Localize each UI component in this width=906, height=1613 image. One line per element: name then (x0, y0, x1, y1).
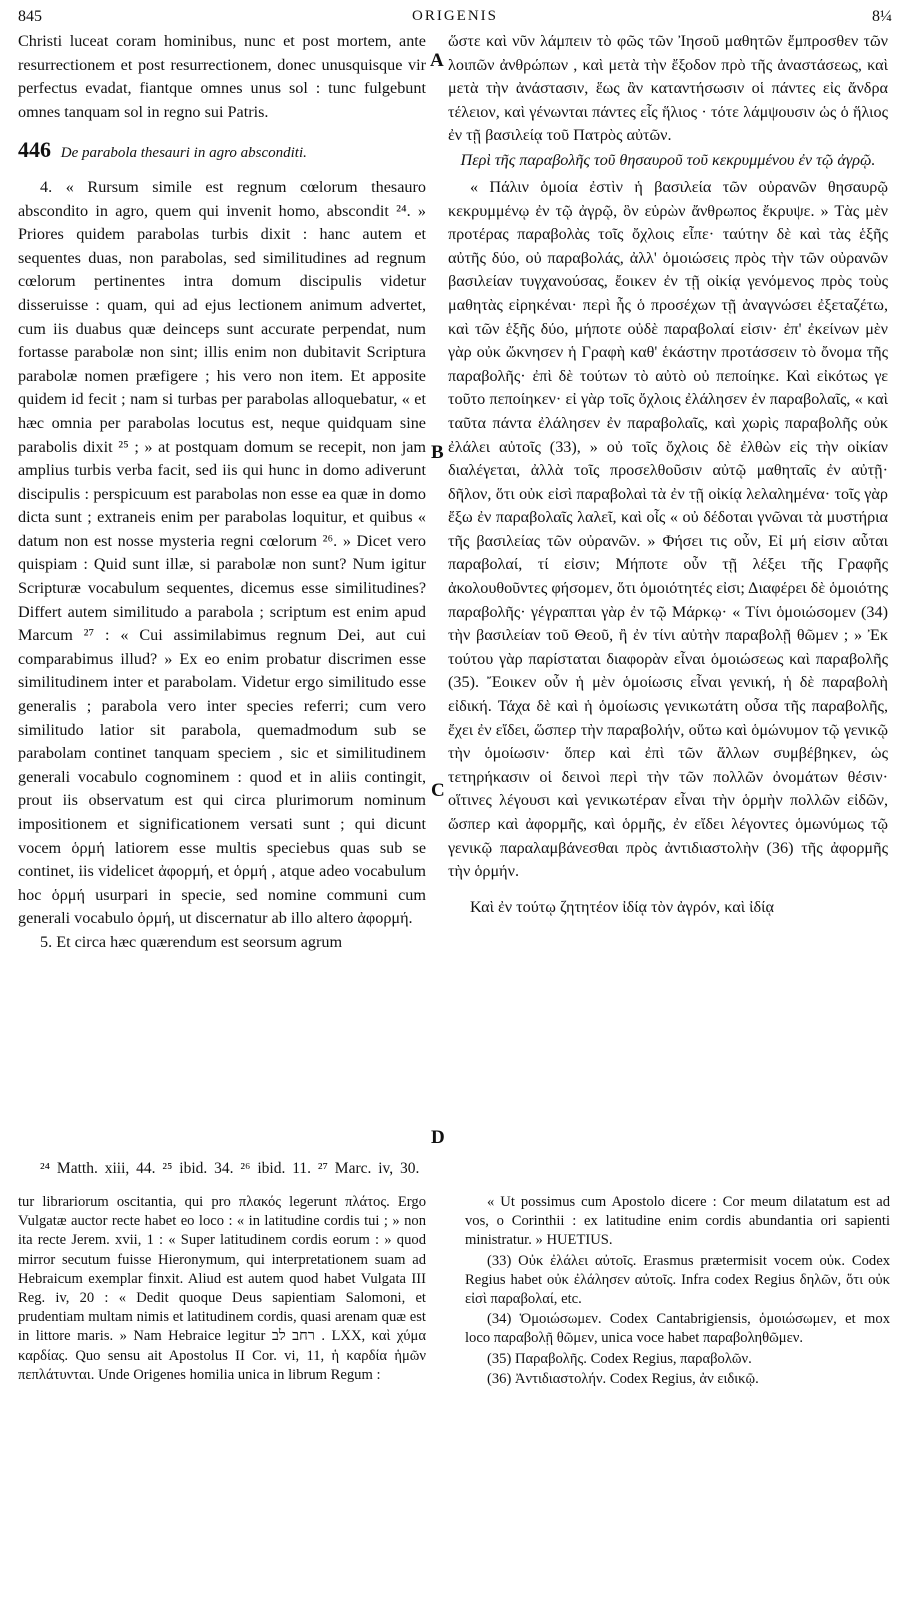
greek-column (448, 30, 888, 919)
page-number-right: 8¼ (872, 8, 892, 25)
latin-column (18, 30, 426, 955)
scripture-references: ²⁴ Matth. xiii, 44. ²⁵ ibid. 34. ²⁶ ibid. 11. ²⁷ Marc. iv, 30. (40, 1160, 420, 1177)
latin-section-heading (18, 138, 426, 166)
latin-section-title: De parabola thesauri in agro absconditi. (60, 145, 307, 162)
note-35: (35) Παραβολῆς. Codex Regius, παραβολῶν. (487, 1350, 752, 1367)
margin-letter-c: C (431, 780, 445, 801)
margin-letter-b: B (431, 442, 444, 463)
margin-letter-d: D (431, 1127, 445, 1148)
margin-letter-a: A (430, 50, 444, 71)
page-number-left: 845 (18, 8, 42, 25)
note-huetius: « Ut possimus cum Apostolo dicere : Cor meum dilatatum est ad vos, o Corinthii : ex latitudine enim cordis abundantia ori sapienti ministratur. » HUETIUS. (465, 1194, 890, 1249)
greek-section-title: Περὶ τῆς παραβολῆς τοῦ θησαυροῦ τοῦ κεκρυμμένου ἐν τῷ ἀγρῷ. (460, 150, 876, 169)
greek-paragraph-next: Καὶ ἐν τούτῳ ζητητέον ἰδίᾳ τὸν ἀγρόν, καὶ ἰδίᾳ (470, 897, 774, 916)
greek-paragraph-main: « Πάλιν ὁμοία ἐστὶν ἡ βασιλεία τῶν οὐρανῶν θησαυρῷ κεκρυμμένῳ ἐν τῷ ἀγρῷ, ὃν εὑρὼν ἄνθρωπος ἔκρυψε. » Τὰς μὲν προτέρας παραβολὰς τοῖς ὄχλοις εἶπε· ταύτην δὲ καὶ τὰς ἑξῆς αὐτῆς δύο, οὐ παραβολάς, ἀλλ' ὁμοιώσεις πρὸς τὴν τῶν οὐρανῶν βασιλείαν τυγχανούσας, ἔοικεν ἐν τῇ οἰκίᾳ γενόμενος πρὸς τοὺς μαθητὰς εἰρηκέναι· περὶ ἧς ὁ προσέχων τῇ ἀναγνώσει ἐξεταζέτω, καὶ τῶν ἑξῆς δύο, μήποτε οὐδὲ παραβολαί εἰσιν· ἐπ' ἐκείνων μὲν γὰρ οὐκ ὤκνησεν ἡ Γραφὴ καθ' ἑκάστην προτάσσειν τὸ ὄνομα τῆς παραβολῆς· ἐπὶ δὲ τούτων τὸ αὐτὸ οὐ πεποίηκε. Καὶ εἰκότως γε τοῦτο πεποίηκεν· εἰ γὰρ τοῖς ὄχλοις ἐλάλησεν ἐν παραβολαῖς, « καὶ ταῦτα πάντα ἐλάλησεν ἐν παραβολαῖς, καὶ χωρὶς παραβολῆς οὐκ ἐλάλει αὐτοῖς (33), » οὐ τοῖς ὄχλοις δὲ ἐλθὼν εἰς τὴν οἰκίαν διαλέγεται, ἀλλὰ τοῖς προσελθοῦσιν αὐτῷ μαθηταῖς ἐν αὐτῇ· δῆλον, ὅτι οὐκ εἰσὶ παραβολαὶ τὰ ἐν τῇ οἰκίᾳ λελαλημένα· τοῖς γὰρ ἔξω ἐν παραβολαῖς λαλεῖ, καὶ οἷς « οὐ δέδοται γνῶναι τὰ μυστήρια τῆς βασιλείας τῶν οὐρανῶν. » Φήσει τις οὖν, Εἰ μή εἰσιν αὗται παραβολαί, τί εἰσιν; Μήποτε οὖν τῇ λέξει τῆς Γραφῆς ἀκολουθοῦντες φήσομεν, ὅτι ὁμοιότητές εἰσι; Διαφέρει δὲ ὁμοιότης παραβολῆς· γέγραπται γὰρ ἐν τῷ Μάρκῳ· « Τίνι ὁμοιώσομεν (34) τὴν βασιλείαν τοῦ Θεοῦ, ἢ ἐν τίνι αὐτὴν παραβολῇ θῶμεν ; » Ἐκ τούτου γὰρ παρίσταται διαφορὰν εἶναι ὁμοιώσεως καὶ παραβολῆς (35). Ἔοικεν οὖν ἡ μὲν ὁμοίωσις εἶναι γενική, ἡ δὲ παραβολὴ εἰδική. Τάχα δὲ καὶ ἡ ὁμοίωσις γενικωτάτη οὖσα τῆς παραβολῆς, ἔχει ἐν εἴδει, ὥσπερ τὴν παραβολήν, οὕτω καὶ ὁμώνυμον τῷ γενικῷ τὴν ὁμοίωσιν· ὅπερ καὶ ἐπὶ τῶν ἄλλων συμβέβηκεν, ὡς τετηρήκασιν οἱ δεινοὶ περὶ τὴν τῶν πολλῶν ὀνομάτων θέσιν· οἵτινες λέγουσι καὶ γενικωτέραν εἶναι τὴν ὁρμὴν πολλῶν εἰδῶν, ὥσπερ καὶ ἀφορμῆς, καὶ ὁρμῆς, ἐν εἴδει λέγοντες ὁμωνύμως τῷ γενικῷ παραλαμβάνεσθαι πρὸς ἀντιδιαστολὴν (36) τῆς ἀφορμῆς τὴν ὁρμήν. (448, 177, 888, 881)
note-34: (34) Ὁμοιώσωμεν. Codex Cantabrigiensis, ὁμοιώσωμεν, et mox loco παραβολῇ θῶμεν, unica voce habet παραβοληθῶμεν. (465, 1311, 890, 1347)
greek-paragraph-continued: ὥστε καὶ νῦν λάμπειν τὸ φῶς τῶν Ἰησοῦ μαθητῶν ἔμπροσθεν τῶν λοιπῶν ἀνθρώπων , καὶ μετὰ τὴν ἔξοδον πρὸ τῆς ἀναστάσεως, καὶ μετὰ τὴν ἀνάστασιν, ἕως ἂν καταντήσωσιν οἱ πάντες εἰς ἄνδρα τέλειον, καὶ γένωνται πάντες εἷς ἥλιος · τότε λάμψουσιν ὡς ὁ ἥλιος ἐν τῇ βασιλείᾳ τοῦ Πατρὸς αὐτῶν. (448, 32, 888, 145)
running-header (18, 8, 892, 30)
latin-paragraph-4: 4. « Rursum simile est regnum cœlorum thesauro abscondito in agro, quem qui invenit homo, abscondit ²⁴. » Priores quidem parabolas turbis dixit : hanc autem et sequentes duas, non parabolas, sed similitudines ad regnum cœlorum pertinentes intra domum discipulis videtur disseruisse : quam, qui ad ejus lectionem animum advertet, cum iis duabus quæ deinceps sunt accurate perpendat, num fortasse parabolæ non sint; illis enim non dubitavit Scriptura parabolæ nomen præfigere ; his vero non item. Et apposite quidem id fecit ; nam si turbas per parabolas alloquebatur, « et hæc omnia per parabolas locutus est, neque quidquam sine parabolis dixit ²⁵ ; » at postquam domum se recepit, non jam amplius turbis verba facit, sed iis qui hunc in domo adiverunt discipulis : perspicuum est parabolas non esse ea quæ in domo dicta sunt ; extraneis enim per parabolas loquitur, et quibus « datum non est nosse mysteria regni cœlorum ²⁶. » Dicet vero quispiam : Quid sunt illæ, si parabolæ non sunt? Num igitur Scripturæ vocabulum sequentes, dicemus esse similitudines? Differt autem similitudo a parabola ; scriptum est enim apud Marcum ²⁷ : « Cui assimilabimus regnum Dei, aut cui comparabimus illud? » Ex eo enim probatur discrimen esse similitudinem inter et parabolam. Videtur ergo similitudo esse generalis ; parabola vero inter species referri; cum vero similitudo latior sit parabola, quemadmodum sub se parabolam continet tanquam speciem , sic et similitudinem generali vocabulo cognominem : quod et in aliis contingit, prout iis observatum est qui circa plurimorum nominum impositionem et significationem versati sunt ; qui dicunt vocem ὁρμή latiorem esse multis speciebus quas sub se continet, iis videlicet ἀφορμή, et ὁρμή , atque adeo vocabulum hoc ὁρμή usurpari in specie, sed nomine communi cum generali vocabulo ὁρμή, ut discernatur ab illo altero ἀφορμή. (18, 177, 426, 928)
notes-left-column (18, 1193, 426, 1385)
latin-paragraph-5: 5. Et circa hæc quærendum est seorsum agrum (40, 932, 343, 951)
section-number: 446 (18, 137, 51, 163)
note-33: (33) Οὐκ ἐλάλει αὐτοῖς. Erasmus prætermisit vocem οὐκ. Codex Regius habet οὐκ ἐλάλησεν αὐτοῖς. Infra codex Regius δηλῶν, ὅτι οὐκ εἰσὶ παραβολαί, etc. (465, 1252, 890, 1308)
note-36: (36) Ἀντιδιαστολήν. Codex Regius, ἀν ειδικῷ. (487, 1370, 759, 1387)
note-continued: tur librariorum oscitantia, qui pro πλακός legerunt πλάτος. Ergo Vulgatæ auctor recte habet eo loco : « in latitudine cordis tui ; » non ita recte Jerem. xvii, 1 : « Super latitudinem cordis eorum : » quod mirror secutum fuisse Hieronymum, qui interpretationem suam ad Hebraicum exemplar finxit. Aliud est autem quod habet Vulgata III Reg. iv, 20 : « Dedit quoque Deus sapientiam Salomoni, et prudentiam multam nimis et latitudinem cordis, quasi arenam quæ est in littore maris. » Nam Hebraice legitur רחב לב . LXX, καὶ χύμα καρδίας. Quo sensu ait Apostolus II Cor. vi, 11, ἡ καρδία ἡμῶν πεπλάτυνται. Unde Origenes homilia unica in librum Regum : (18, 1194, 427, 1383)
notes-right-column (465, 1193, 890, 1390)
latin-paragraph-continued: Christi luceat coram hominibus, nunc et post mortem, ante resurrectionem et post resurrectionem, donec unusquisque vir perfectus evadat, fiantque omnes unus sol : tunc fulgebunt omnes tanquam sol in regno sui Patris. (18, 32, 426, 121)
running-title: ORIGENIS (412, 8, 498, 24)
